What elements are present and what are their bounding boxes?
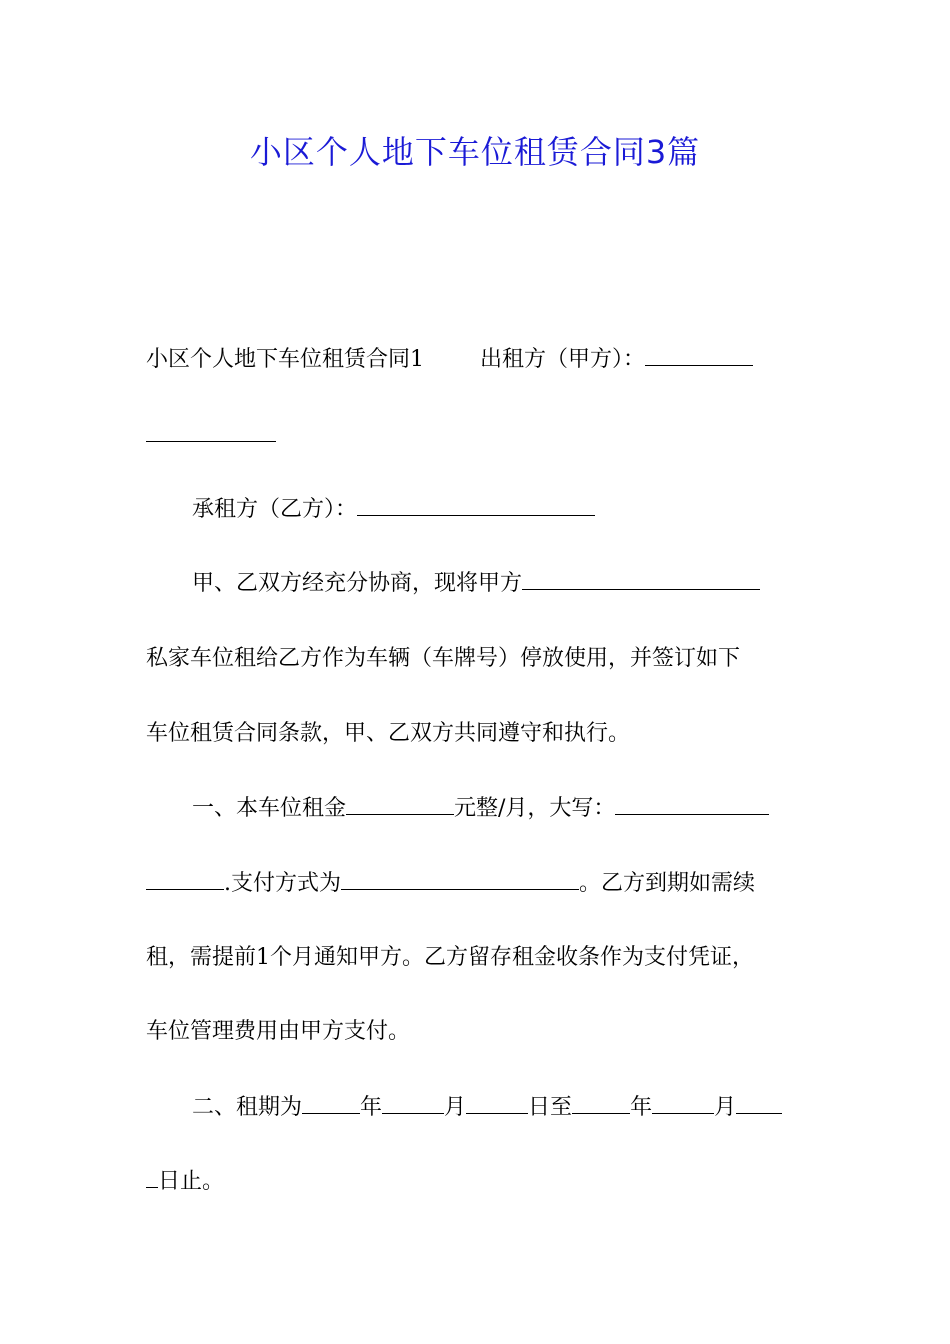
term-label: 二、租期为: [192, 1095, 303, 1120]
lessor-name-blank[interactable]: [645, 345, 753, 366]
end-day-blank[interactable]: [736, 1093, 782, 1114]
contract-line-11: [192, 1090, 782, 1126]
end-month-label: 月: [714, 1095, 737, 1120]
term-end-label: 日止。: [158, 1169, 225, 1194]
contract-line-2: [146, 418, 276, 454]
rent-amount-blank[interactable]: [346, 794, 454, 815]
renewal-text: 。乙方到期如需续: [579, 871, 756, 896]
lessee-label: 承租方（乙方）：: [192, 497, 358, 522]
contract-line-12: [146, 1164, 224, 1200]
contract-line-5: 私家车位租给乙方作为车辆（车牌号）停放使用，并签订如下: [146, 646, 741, 671]
rent-label: 一、本车位租金: [192, 796, 347, 821]
contract-line-3: [192, 492, 595, 528]
start-year-blank[interactable]: [302, 1093, 360, 1114]
contract-subtitle: 小区个人地下车位租赁合同1: [146, 347, 424, 372]
start-day-blank[interactable]: [466, 1093, 528, 1114]
contract-line-8: [146, 866, 755, 902]
contract-line-9: 租，需提前1个月通知甲方。乙方留存租金收条作为支付凭证，: [146, 945, 754, 970]
contract-line-6: 车位租赁合同条款，甲、乙双方共同遵守和执行。: [146, 721, 631, 746]
year-label: 年: [360, 1095, 383, 1120]
start-month-blank[interactable]: [382, 1093, 444, 1114]
end-year-blank[interactable]: [572, 1093, 630, 1114]
payment-method-label: .支付方式为: [224, 871, 341, 896]
end-year-label: 年: [630, 1095, 653, 1120]
rent-uppercase-blank-continued[interactable]: [146, 869, 224, 890]
end-month-blank[interactable]: [652, 1093, 714, 1114]
lessor-name-blank-continued[interactable]: [146, 421, 276, 442]
lessor-label: 出租方（甲方）：: [480, 347, 646, 372]
document-title: 小区个人地下车位租赁合同3篇: [249, 133, 701, 171]
contract-line-1: [146, 342, 753, 378]
day-to-label: 日至: [528, 1095, 573, 1120]
rent-uppercase-blank[interactable]: [615, 794, 769, 815]
parking-space-blank[interactable]: [522, 569, 760, 590]
contract-line-4: [192, 566, 760, 602]
contract-line-10: 车位管理费用由甲方支付。: [146, 1019, 411, 1044]
rent-unit-label: 元整/月，大写：: [454, 796, 616, 821]
lessee-name-blank[interactable]: [357, 495, 595, 516]
month-label: 月: [444, 1095, 467, 1120]
contract-line-7: [192, 791, 769, 827]
payment-method-blank[interactable]: [341, 869, 579, 890]
end-day-blank-continued[interactable]: [146, 1167, 158, 1188]
agreement-intro: 甲、乙双方经充分协商，现将甲方: [192, 571, 523, 596]
